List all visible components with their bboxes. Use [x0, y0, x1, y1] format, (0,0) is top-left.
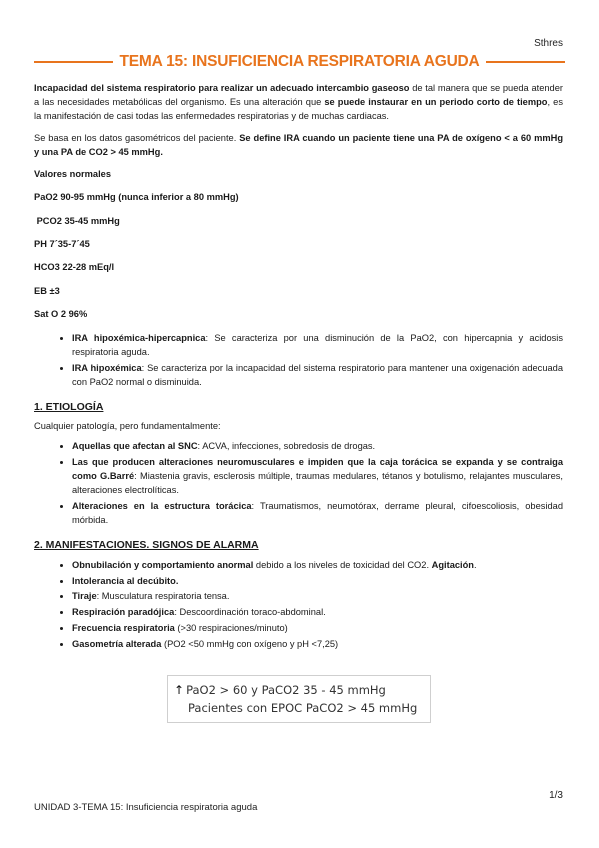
list-item-term: Frecuencia respiratoria: [72, 623, 175, 634]
title-rule-left: [34, 61, 113, 63]
intro-text-3: Se basa en los datos gasométricos del paciente.: [34, 132, 240, 143]
list-item: [72, 456, 563, 498]
normal-values: [34, 168, 563, 323]
figure-line-1-text: PaO2 > 60 y PaCO2 35 - 45 mmHg: [186, 683, 386, 697]
title-rule-right: [486, 61, 565, 63]
list-item-text: : Descoordinación toraco-abdominal.: [174, 607, 326, 618]
list-item-text: : Musculatura respiratoria tensa.: [96, 591, 230, 602]
list-item-term-2: Agitación: [431, 559, 474, 570]
list-item-term: Obnubilación y comportamiento anormal: [72, 559, 254, 570]
intro-bold-1: Incapacidad del sistema respiratorio para realizar un adecuado intercambio gaseoso: [34, 83, 410, 93]
page-number: 1/3: [549, 790, 563, 801]
list-item-term: Las que producen alteraciones neuromusculares e impiden que la caja torácica se expanda y se contraiga como G.Barré: [72, 457, 563, 482]
section-heading-etiologia: 1. ETIOLOGÍA: [34, 400, 104, 413]
intro-text-1: de tal manera que se pueda atender a las necesidades metabólicas del organismo. Es una alteración que: [34, 83, 563, 107]
document-body: [34, 82, 563, 658]
list-item-text: : Se caracteriza por una disminución de la PaO2, con hipercapnia y acidosis respiratoria aguda.: [72, 332, 563, 357]
intro-paragraph-1: [34, 82, 563, 124]
list-item-text: : Miastenia gravis, esclerosis múltiple, traumas medulares, tétanos y botulismo, relajantes musculares, alteraciones electrolíticas.: [72, 471, 563, 495]
list-item-text: (PO2 <50 mmHg con oxígeno y pH <7,25): [161, 639, 339, 650]
gas-values-figure: [167, 675, 431, 723]
intro-paragraph-2: [34, 132, 563, 160]
list-item-text: : ACVA, infecciones, sobredosis de drogas.: [197, 441, 376, 452]
list-item: [72, 440, 563, 454]
arrow-up-icon: ↑: [174, 683, 185, 697]
intro-text-2: , es la manifestación de casi todas las enfermedades respiratorias y de muchas cardiacas.: [34, 96, 563, 121]
ira-types-list: [34, 332, 563, 390]
list-item-text-2: .: [473, 559, 477, 570]
list-item-text: : Se caracteriza por la incapacidad del sistema respiratorio para mantener una oxigenación adecuada con PaO2 normal o disminuida.: [72, 362, 563, 387]
section-heading-manifestaciones: 2. MANIFESTACIONES. SIGNOS DE ALARMA: [34, 538, 259, 551]
title-banner: [34, 52, 565, 72]
normal-value-item: PaO2 90-95 mmHg (nunca inferior a 80 mmHg): [34, 192, 239, 203]
list-item: [72, 590, 563, 604]
list-item-term: Alteraciones en la estructura torácica: [72, 500, 252, 511]
list-item-text: : Traumatismos, neumotórax, derrame pleural, cifoescoliosis, obesidad mórbida.: [72, 500, 563, 525]
normal-value-item: Sat O 2 96%: [34, 309, 88, 320]
page-footer: UNIDAD 3-TEMA 15: Insuficiencia respiratoria aguda: [34, 802, 258, 813]
normal-value-item: HCO3 22-28 mEq/l: [34, 262, 115, 273]
list-item-term: IRA hipoxémica: [72, 362, 142, 373]
manifestations-list: [34, 559, 563, 653]
list-item: [72, 622, 563, 636]
normal-value-item: PCO2 35-45 mmHg: [34, 215, 120, 226]
intro-bold-3: Se define IRA cuando un paciente tiene una PA de oxígeno < a 60 mmHg y una PA de CO2 > 45 mmHg.: [34, 132, 564, 157]
list-item-term: Intolerancia al decúbito.: [72, 575, 179, 586]
page-title: TEMA 15: INSUFICIENCIA RESPIRATORIA AGUDA: [119, 53, 480, 70]
figure-line-1: [174, 683, 386, 697]
normal-value-item: EB ±3: [34, 285, 60, 296]
list-item: [72, 362, 563, 390]
list-item: [72, 575, 563, 589]
list-item: [72, 606, 563, 620]
list-item-term: IRA hipoxémica-hipercapnica: [72, 332, 206, 343]
section1-intro: Cualquier patología, pero fundamentalmente:: [34, 421, 221, 432]
figure-line-2: Pacientes con EPOC PaCO2 > 45 mmHg: [188, 701, 418, 715]
etiology-list: [34, 440, 563, 528]
list-item: [72, 638, 563, 652]
list-item-text: (>30 respiraciones/minuto): [174, 623, 288, 634]
header-author: Sthres: [534, 38, 563, 49]
list-item-term: Respiración paradójica: [72, 607, 175, 618]
list-item: [72, 559, 563, 573]
list-item-text: debido a los niveles de toxicidad del CO2.: [253, 559, 432, 570]
normal-value-item: PH 7´35-7´45: [34, 239, 90, 249]
list-item-term: Tiraje: [72, 591, 97, 602]
normal-values-heading: Valores normales: [34, 168, 111, 179]
list-item: [72, 332, 563, 360]
intro-bold-2: se puede instaurar en un periodo corto de tiempo: [324, 96, 548, 107]
list-item-term: Gasometría alterada: [72, 639, 162, 650]
list-item: [72, 500, 563, 528]
list-item-term: Aquellas que afectan al SNC: [72, 441, 198, 452]
